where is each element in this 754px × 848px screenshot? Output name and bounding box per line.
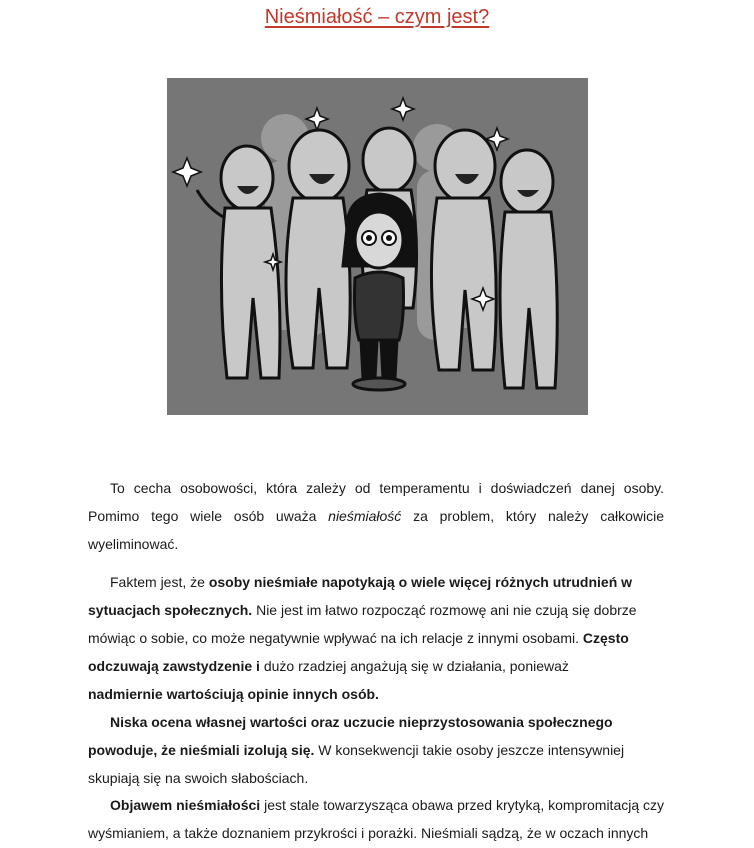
paragraph-social-bold-3: nadmiernie wartościują opinie innych osób.: [88, 686, 379, 702]
paragraph-social-bold-2: Często odczuwają zawstydzenie i: [88, 630, 629, 674]
paragraph-symptoms-bold: Objawem nieśmiałości: [110, 797, 261, 813]
paragraph-symptoms: [88, 791, 664, 847]
paragraph-social-text-3: dużo rzadziej angażują się w działania, ponieważ: [259, 658, 569, 674]
paragraph-definition-text-2: za problem, który należy całkowicie wyeliminować.: [88, 508, 664, 552]
paragraph-symptoms-text: jest stale towarzysząca obawa przed krytyką, kompromitacją czy wyśmianiem, a także doznaniem przykrości i porażki. Nieśmiali sądzą, że w oczach innych: [88, 797, 665, 841]
paragraph-definition-text-1: To cecha osobowości, która zależy od temperamentu i doświadczeń danej osoby. Pomimo tego wiele osób uważa: [88, 480, 664, 524]
paragraph-social-text-2: Nie jest im łatwo rozpocząć rozmowę ani nie czują się dobrze mówiąc o sobie, co może negatywnie wpływać na ich relacje z innymi osobami.: [88, 602, 637, 646]
paragraph-definition: [88, 474, 664, 558]
paragraph-self-esteem-text: W konsekwencji takie osoby jeszcze intensywniej skupiają się na swoich słabościach.: [88, 742, 625, 786]
paragraph-self-esteem: [88, 708, 664, 792]
paragraph-self-esteem-bold: Niska ocena własnej wartości oraz uczucie nieprzystosowania społecznego powoduje, że nieśmiali izolują się.: [88, 714, 613, 758]
shy-person-in-crowd-illustration: [167, 78, 588, 415]
paragraph-social-bold-1: osoby nieśmiałe napotykają o wiele więcej różnych utrudnień w sytuacjach społecznych.: [88, 574, 633, 618]
page-title: Nieśmiałość – czym jest?: [264, 6, 490, 28]
paragraph-definition-emphasis: nieśmiałość: [328, 508, 402, 524]
paragraph-social-difficulties: [88, 568, 664, 708]
paragraph-social-text-1: Faktem jest, że: [110, 574, 209, 590]
